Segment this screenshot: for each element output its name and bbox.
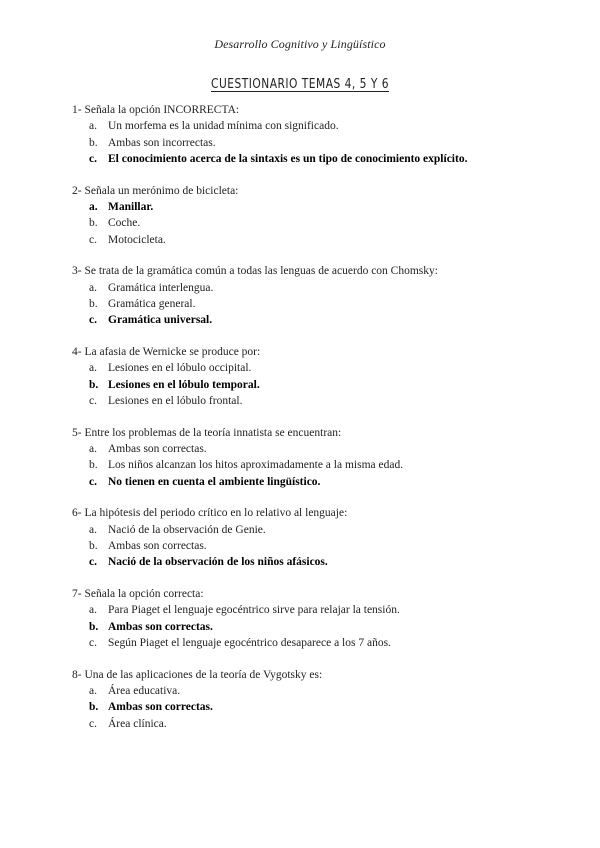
option-letter: a. <box>89 443 97 456</box>
answer-option-correct <box>72 151 572 167</box>
question-text: 6- La hipótesis del periodo crítico en lo relativo al lenguaje: <box>72 507 348 520</box>
answer-option-correct <box>72 619 572 635</box>
option-text: Ambas son incorrectas. <box>108 136 216 149</box>
option-letter: a. <box>89 362 97 375</box>
answer-option-correct <box>72 699 572 715</box>
answer-option <box>72 360 572 376</box>
question-text: 1- Señala la opción INCORRECTA: <box>72 104 240 116</box>
question-4 <box>72 344 572 409</box>
option-text: Ambas son correctas. <box>108 620 213 633</box>
answer-option-correct <box>72 474 572 490</box>
questions-list <box>72 102 572 748</box>
option-letter: b. <box>89 540 98 553</box>
option-text: Nació de la observación de Genie. <box>108 523 266 536</box>
answer-option-correct <box>72 554 572 570</box>
answer-option <box>72 232 572 248</box>
question-8 <box>72 667 572 732</box>
answer-option <box>72 135 572 151</box>
option-text: Ambas son correctas. <box>108 443 207 456</box>
option-letter: a. <box>89 281 97 294</box>
option-letter: a. <box>89 604 97 617</box>
question-text: 7- Señala la opción correcta: <box>72 588 204 601</box>
question-text: 3- Se trata de la gramática común a todas las lenguas de acuerdo con Chomsky: <box>72 265 438 278</box>
document-title <box>54 77 546 92</box>
document-header: Desarrollo Cognitivo y Lingüístico <box>214 37 386 51</box>
options-list <box>72 360 572 409</box>
options-list <box>72 683 572 732</box>
question-5 <box>72 425 572 490</box>
answer-option <box>72 522 572 538</box>
option-letter: c. <box>89 152 97 165</box>
option-text: Coche. <box>108 217 141 230</box>
option-text: Área educativa. <box>108 685 181 698</box>
options-list <box>72 199 572 248</box>
option-text: Según Piaget el lenguaje egocéntrico desaparece a los 7 años. <box>108 637 391 650</box>
option-letter: a. <box>89 523 97 536</box>
option-letter: a. <box>89 200 98 213</box>
question-text: 8- Una de las aplicaciones de la teoría de Vygotsky es: <box>72 668 323 681</box>
option-text: Lesiones en el lóbulo occipital. <box>108 362 252 375</box>
option-letter: c. <box>89 233 97 246</box>
options-list <box>72 118 572 167</box>
option-letter: c. <box>89 556 97 569</box>
option-text: Gramática general. <box>108 297 196 310</box>
option-text: Nació de la observación de los niños afásicos. <box>108 556 328 569</box>
options-list <box>72 280 572 329</box>
option-text: Lesiones en el lóbulo frontal. <box>108 394 243 407</box>
option-letter: a. <box>89 685 97 698</box>
answer-option <box>72 635 572 651</box>
options-list <box>72 602 572 651</box>
option-text: Para Piaget el lenguaje egocéntrico sirve para relajar la tensión. <box>108 604 400 617</box>
option-letter: a. <box>89 120 97 133</box>
option-letter: b. <box>89 701 99 714</box>
answer-option <box>72 441 572 457</box>
answer-option <box>72 393 572 409</box>
option-text: Un morfema es la unidad mínima con significado. <box>108 120 339 133</box>
question-text: 2- Señala un merónimo de bicicleta: <box>72 184 239 197</box>
option-letter: c. <box>89 314 97 327</box>
option-letter: c. <box>89 475 97 488</box>
option-text: Motocicleta. <box>108 233 166 246</box>
option-letter: b. <box>89 297 98 310</box>
option-text: Los niños alcanzan los hitos aproximadamente a la misma edad. <box>108 459 404 472</box>
answer-option <box>72 457 572 473</box>
answer-option <box>72 602 572 618</box>
option-letter: c. <box>89 394 97 407</box>
question-text: 4- La afasia de Wernicke se produce por: <box>72 346 261 359</box>
answer-option-correct <box>72 312 572 328</box>
answer-option-correct <box>72 199 572 215</box>
question-3 <box>72 263 572 328</box>
option-letter: b. <box>89 217 98 230</box>
option-text: Ambas son correctas. <box>108 701 213 714</box>
option-text: Área clínica. <box>108 717 167 730</box>
option-text: Manillar. <box>108 200 154 213</box>
answer-option <box>72 716 572 732</box>
option-letter: c. <box>89 717 97 730</box>
option-letter: b. <box>89 136 98 149</box>
answer-option <box>72 215 572 231</box>
options-list <box>72 522 572 571</box>
title-text: CUESTIONARIO TEMAS 4, 5 Y 6 <box>211 77 389 92</box>
option-text: Gramática interlengua. <box>108 281 214 294</box>
option-text: Lesiones en el lóbulo temporal. <box>108 378 260 391</box>
question-2 <box>72 183 572 248</box>
options-list <box>72 441 572 490</box>
answer-option <box>72 118 572 134</box>
answer-option <box>72 280 572 296</box>
answer-option <box>72 683 572 699</box>
option-letter: b. <box>89 459 98 472</box>
answer-option <box>72 296 572 312</box>
option-text: El conocimiento acerca de la sintaxis es un tipo de conocimiento explícito. <box>108 152 468 165</box>
question-7 <box>72 586 572 651</box>
option-letter: c. <box>89 637 97 650</box>
question-1 <box>72 102 572 167</box>
question-text: 5- Entre los problemas de la teoría innatista se encuentran: <box>72 426 342 439</box>
question-6 <box>72 505 572 570</box>
option-text: Gramática universal. <box>108 314 213 327</box>
answer-option <box>72 538 572 554</box>
option-text: No tienen en cuenta el ambiente lingüístico. <box>108 475 321 488</box>
option-letter: b. <box>89 378 99 391</box>
option-text: Ambas son correctas. <box>108 540 207 553</box>
option-letter: b. <box>89 620 99 633</box>
answer-option-correct <box>72 377 572 393</box>
